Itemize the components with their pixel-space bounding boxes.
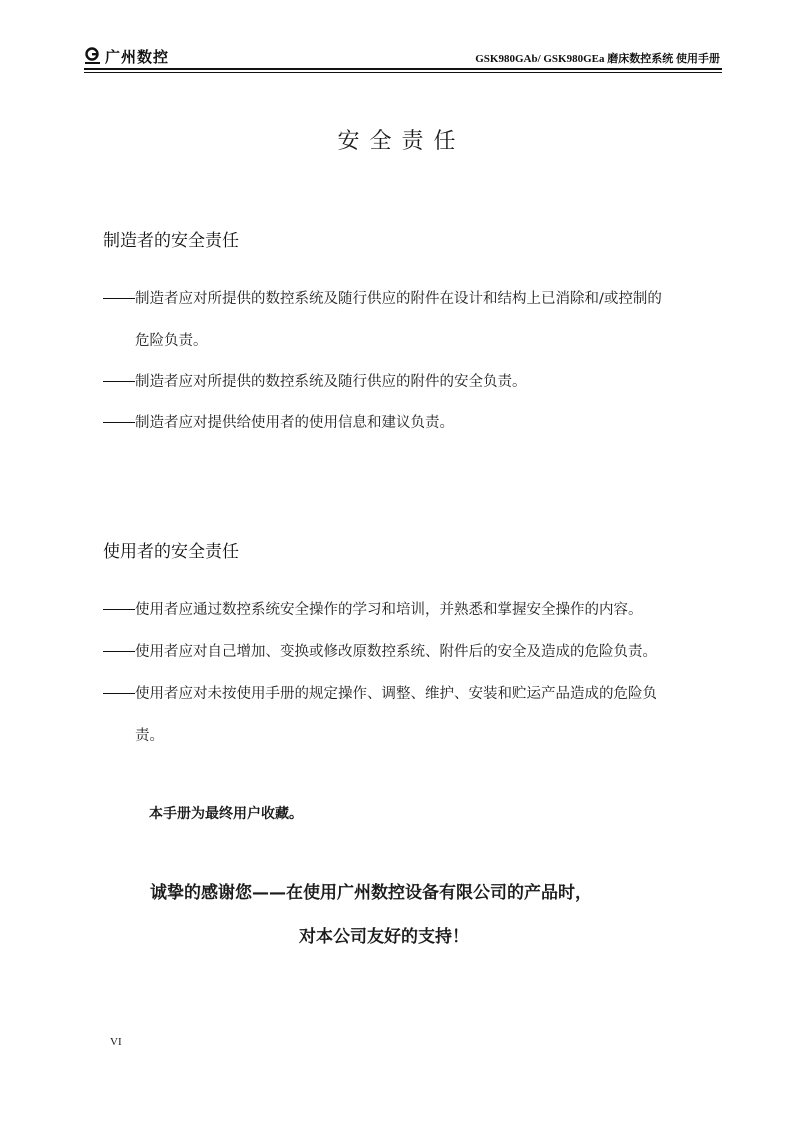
manual-title: GSK980GAb/ GSK980GEa 磨床数控系统 使用手册 [475, 53, 720, 65]
list-item: 制造者应对所提供的数控系统及随行供应的附件的安全负责。 [103, 361, 723, 403]
page-header [84, 44, 722, 70]
logo-text: 广州数控 [105, 47, 170, 66]
gsk-logo-icon [84, 47, 102, 65]
section-heading-manufacturer: 制造者的安全责任 [103, 231, 239, 251]
dash-marker [103, 381, 135, 382]
list-item: 使用者应通过数控系统安全操作的学习和培训，并熟悉和掌握安全操作的内容。 [103, 589, 723, 631]
list-item: 使用者应对未按使用手册的规定操作、调整、维护、安装和贮运产品造成的危险负 责。 [103, 673, 723, 757]
dash-marker [103, 422, 135, 423]
retention-note: 本手册为最终用户收藏。 [149, 806, 303, 822]
dash-marker [103, 298, 135, 299]
list-item-continuation: 责。 [135, 728, 164, 744]
page-title: 安全责任 [337, 129, 466, 154]
list-item: 使用者应对自己增加、变换或修改原数控系统、附件后的安全及造成的危险负责。 [103, 631, 723, 673]
list-item: 制造者应对提供给使用者的使用信息和建议负责。 [103, 402, 723, 444]
page-number: VI [110, 1036, 122, 1048]
header-divider-thin [84, 72, 722, 73]
thanks-line-1: 诚挚的感谢您——在使用广州数控设备有限公司的产品时， [150, 883, 592, 903]
company-logo [84, 47, 169, 65]
list-item: 制造者应对所提供的数控系统及随行供应的附件在设计和结构上已消除和/或控制的 危险负责。 [103, 278, 723, 362]
header-divider [84, 68, 722, 70]
dash-marker [103, 693, 135, 694]
list-item-continuation: 危险负责。 [135, 333, 208, 349]
dash-marker [103, 609, 135, 610]
thanks-line-2: 对本公司友好的支持！ [299, 927, 469, 947]
dash-marker [103, 651, 135, 652]
section-heading-user: 使用者的安全责任 [103, 542, 239, 562]
